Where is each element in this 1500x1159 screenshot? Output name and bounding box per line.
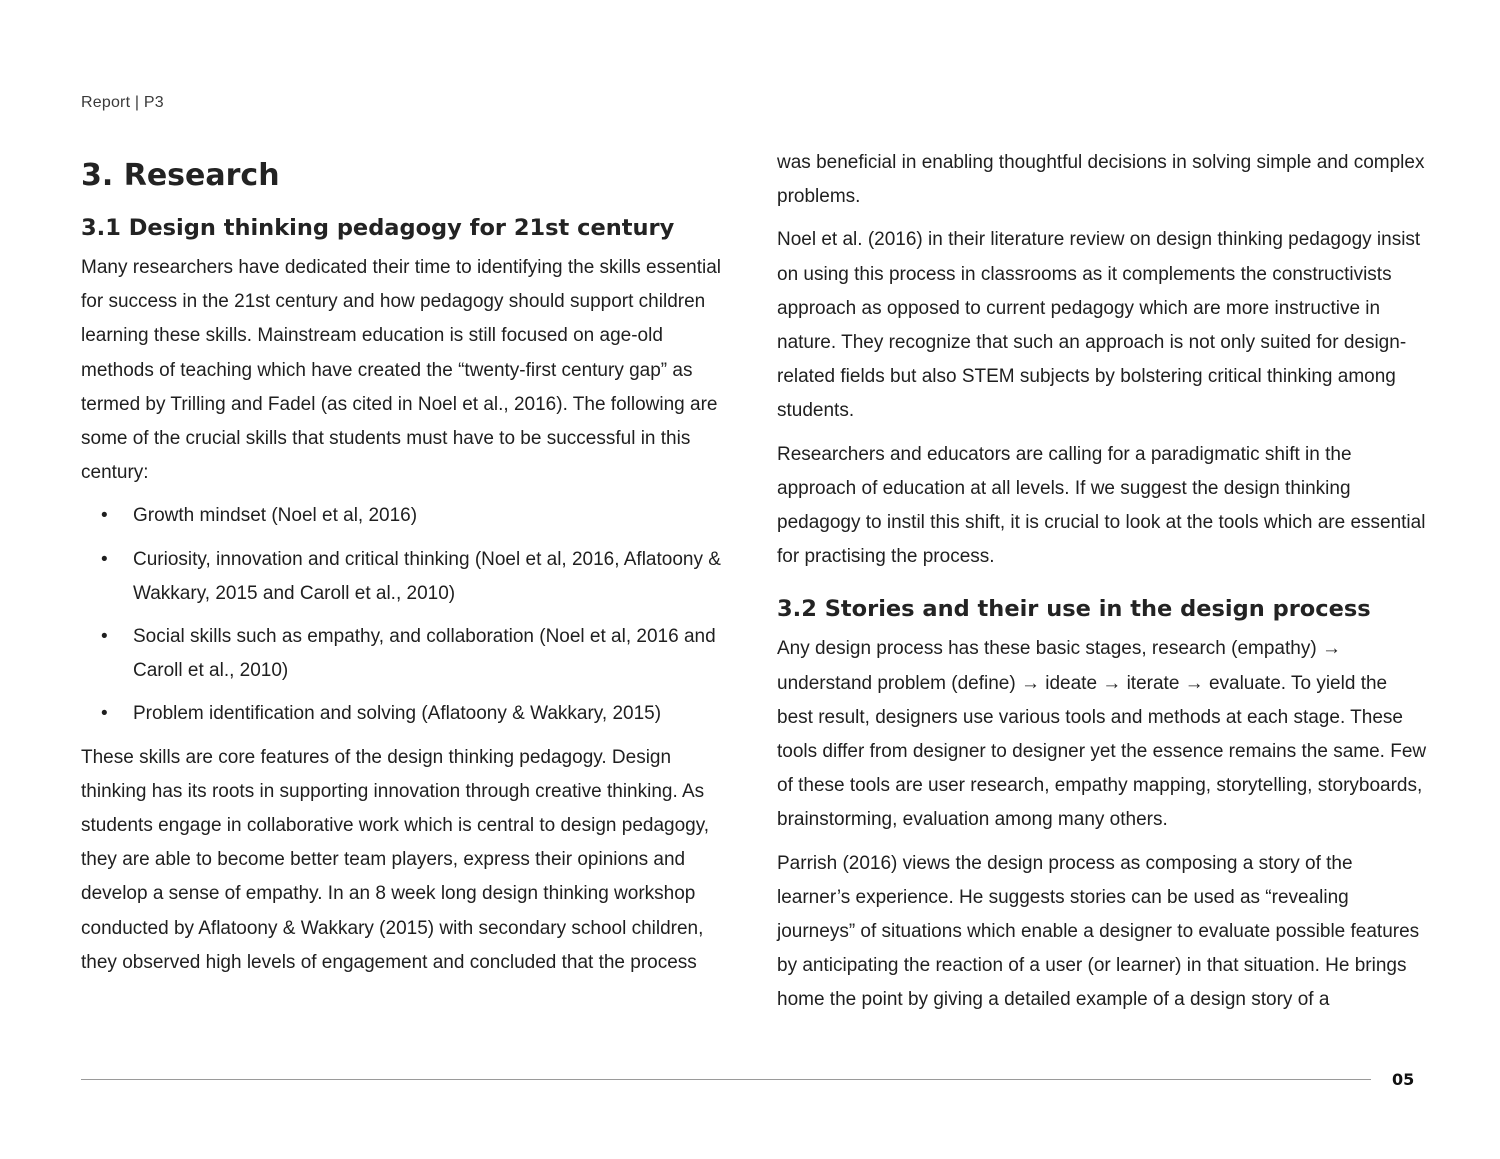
bullet-icon: • <box>101 626 108 648</box>
list-item-text: Problem identification and solving (Aflatoony & Wakkary, 2015) <box>133 703 662 725</box>
bullet-icon: • <box>101 703 108 725</box>
chapter-title: 3. Research <box>81 158 280 193</box>
paragraph-paradigm-shift: Researchers and educators are calling for a paradigmatic shift in the approach of education at all levels. If we suggest the design thinking pedagogy to instil this shift, it is crucial to look at the tools which are essential for practising the process. <box>777 443 1426 568</box>
right-column <box>777 146 1427 1027</box>
list-item-text: Social skills such as empathy, and collaboration (Noel et al, 2016 and Caroll et al., 2010) <box>133 626 716 682</box>
paragraph-continued: was beneficial in enabling thoughtful decisions in solving simple and complex problems. <box>777 152 1425 208</box>
paragraph-design-thinking: These skills are core features of the design thinking pedagogy. Design thinking has its roots in supporting innovation through creative thinking. As students engage in collaborative work which is central to design pedagogy, they are able to become better team players, express their opinions and develop a sense of empathy. In an 8 week long design thinking workshop conducted by Aflatoony & Wakkary (2015) with secondary school children, they observed high levels of engagement and concluded that the process <box>81 746 710 973</box>
bullet-icon: • <box>101 548 108 570</box>
list-item <box>81 499 731 533</box>
skills-list <box>81 499 731 731</box>
list-item-text: Curiosity, innovation and critical thinking (Noel et al, 2016, Aflatoony & Wakkary, 2015 and Caroll et al., 2010) <box>133 548 721 604</box>
bullet-icon: • <box>101 505 108 527</box>
paragraph-parrish: Parrish (2016) views the design process as composing a story of the learner’s experience. He suggests stories can be used as “revealing journeys” of situations which enable a designer to evaluate possible features by anticipating the reaction of a user (or learner) in that situation. He brings home the point by giving a detailed example of a design story of a <box>777 852 1420 1011</box>
section-title-3-1: 3.1 Design thinking pedagogy for 21st century <box>81 215 675 241</box>
paragraph-design-stages: Any design process has these basic stages, research (empathy) → understand problem (define) → ideate → iterate → evaluate. To yield the best result, designers use various tools and methods at each stage. These tools differ from designer to designer yet the essence remains the same. Few of these tools are user research, empathy mapping, storytelling, storyboards, brainstorming, evaluation among many others. <box>777 638 1427 831</box>
paragraph-noel: Noel et al. (2016) in their literature review on design thinking pedagogy insist on using this process in classrooms as it complements the constructivists approach as opposed to current pedagogy which are more instructive in nature. They recognize that such an approach is not only suited for design-related fields but also STEM subjects by bolstering critical thinking among students. <box>777 229 1421 422</box>
list-item <box>81 620 731 688</box>
section-title-3-2: 3.2 Stories and their use in the design process <box>777 596 1371 623</box>
page-number: 05 <box>1392 1070 1415 1089</box>
running-header: Report | P3 <box>81 94 164 111</box>
list-item <box>81 697 731 731</box>
paragraph-skills-intro: Many researchers have dedicated their time to identifying the skills essential for success in the 21st century and how pedagogy should support children learning these skills. Mainstream education is still focused on age-old methods of teaching which have created the “twenty-first century gap” as termed by Trilling and Fadel (as cited in Noel et al., 2016). The following are some of the crucial skills that students must have to be successful in this century: <box>81 257 721 484</box>
left-column <box>81 152 731 989</box>
list-item <box>81 543 731 611</box>
list-item-text: Growth mindset (Noel et al, 2016) <box>133 505 418 527</box>
footer-divider <box>81 1079 1371 1080</box>
